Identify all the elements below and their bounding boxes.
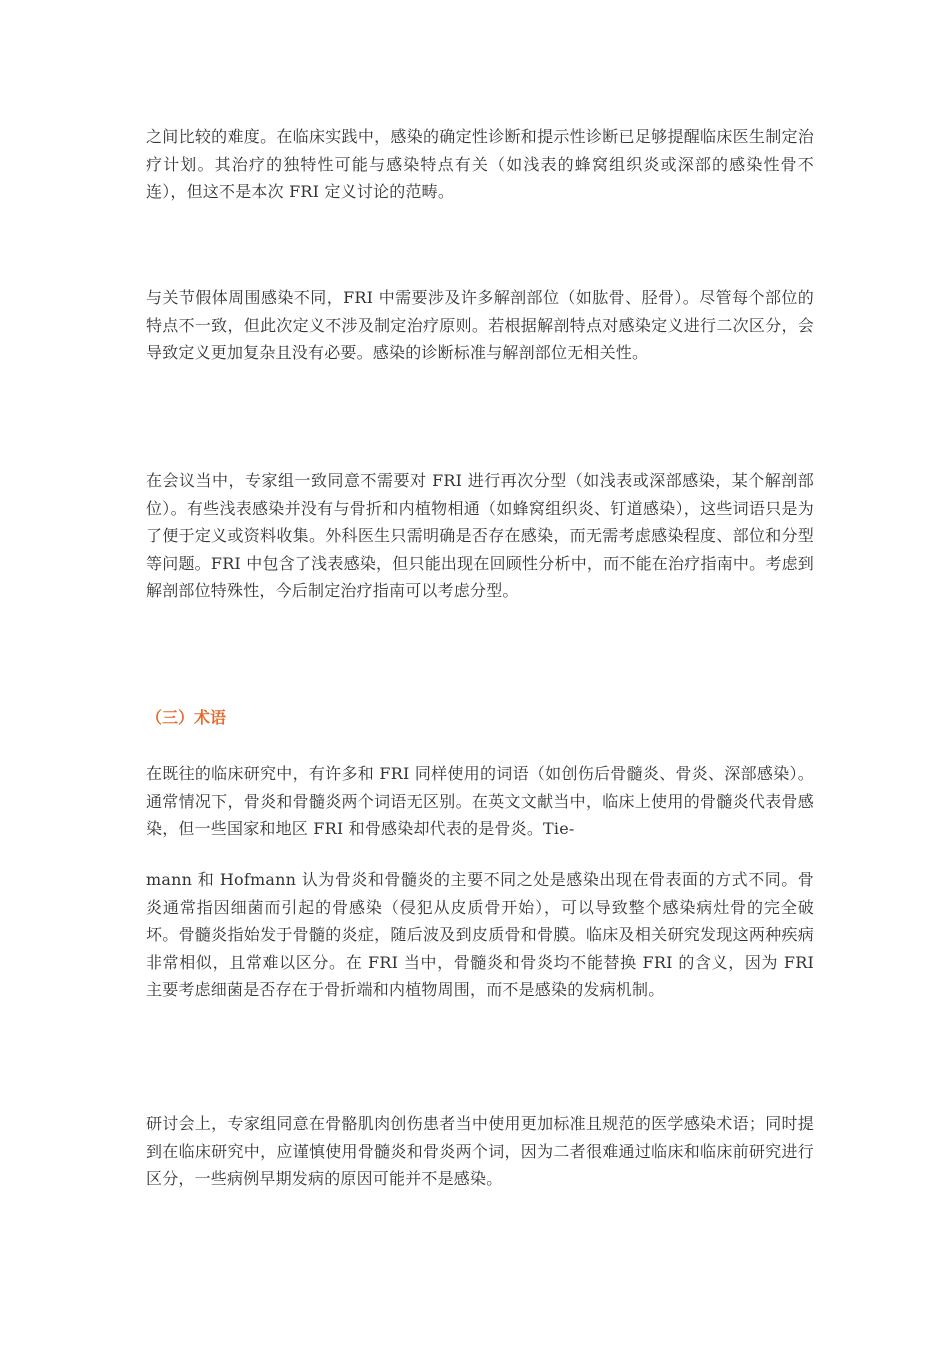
body-paragraph-1: 之间比较的难度。在临床实践中，感染的确定性诊断和提示性诊断已足够提醒临床医生制定治疗计划。其治疗的独特性可能与感染特点有关（如浅表的蜂窝组织炎或深部的感染性骨不连），但这不是本次 FRI 定义讨论的范畴。	[146, 127, 814, 201]
terminology-paragraph-2: mann 和 Hofmann 认为骨炎和骨髓炎的主要不同之处是感染出现在骨表面的方式不同。骨炎通常指因细菌而引起的骨感染（侵犯从皮质骨开始），可以导致整个感染病灶骨的完全破坏。骨髓炎指始发于骨髓的炎症，随后波及到皮质骨和骨膜。临床及相关研究发现这两种疾病非常相似，且常难以区分。在 FRI 当中，骨髓炎和骨炎均不能替换 FRI 的含义，因为 FRI 主要考虑细菌是否存在于骨折端和内植物周围，而不是感染的发病机制。	[146, 870, 814, 999]
body-paragraph-3: 在会议当中，专家组一致同意不需要对 FRI 进行再次分型（如浅表或深部感染，某个解剖部位）。有些浅表感染并没有与骨折和内植物相通（如蜂窝组织炎、钉道感染），这些词语只是为了便于定义或资料收集。外科医生只需明确是否存在感染，而无需考虑感染程度、部位和分型等问题。FRI 中包含了浅表感染，但只能出现在回顾性分析中，而不能在治疗指南中。考虑到解剖部位特殊性，今后制定治疗指南可以考虑分型。	[146, 471, 814, 600]
section-heading-terminology: （三）术语	[146, 708, 227, 727]
terminology-paragraph-1: 在既往的临床研究中，有许多和 FRI 同样使用的词语（如创伤后骨髓炎、骨炎、深部感染）。通常情况下，骨炎和骨髓炎两个词语无区别。在英文文献当中，临床上使用的骨髓炎代表骨感染，但一些国家和地区 FRI 和骨感染却代表的是骨炎。Tie-	[146, 764, 814, 838]
body-paragraph-2: 与关节假体周围感染不同，FRI 中需要涉及许多解剖部位（如肱骨、胫骨）。尽管每个部位的特点不一致，但此次定义不涉及制定治疗原则。若根据解剖特点对感染定义进行二次区分，会导致定义更加复杂且没有必要。感染的诊断标准与解剖部位无相关性。	[146, 288, 814, 362]
terminology-paragraph-3: 研讨会上，专家组同意在骨骼肌肉创伤患者当中使用更加标准且规范的医学感染术语；同时提到在临床研究中，应谨慎使用骨髓炎和骨炎两个词，因为二者很难通过临床和临床前研究进行区分，一些病例早期发病的原因可能并不是感染。	[146, 1114, 814, 1188]
